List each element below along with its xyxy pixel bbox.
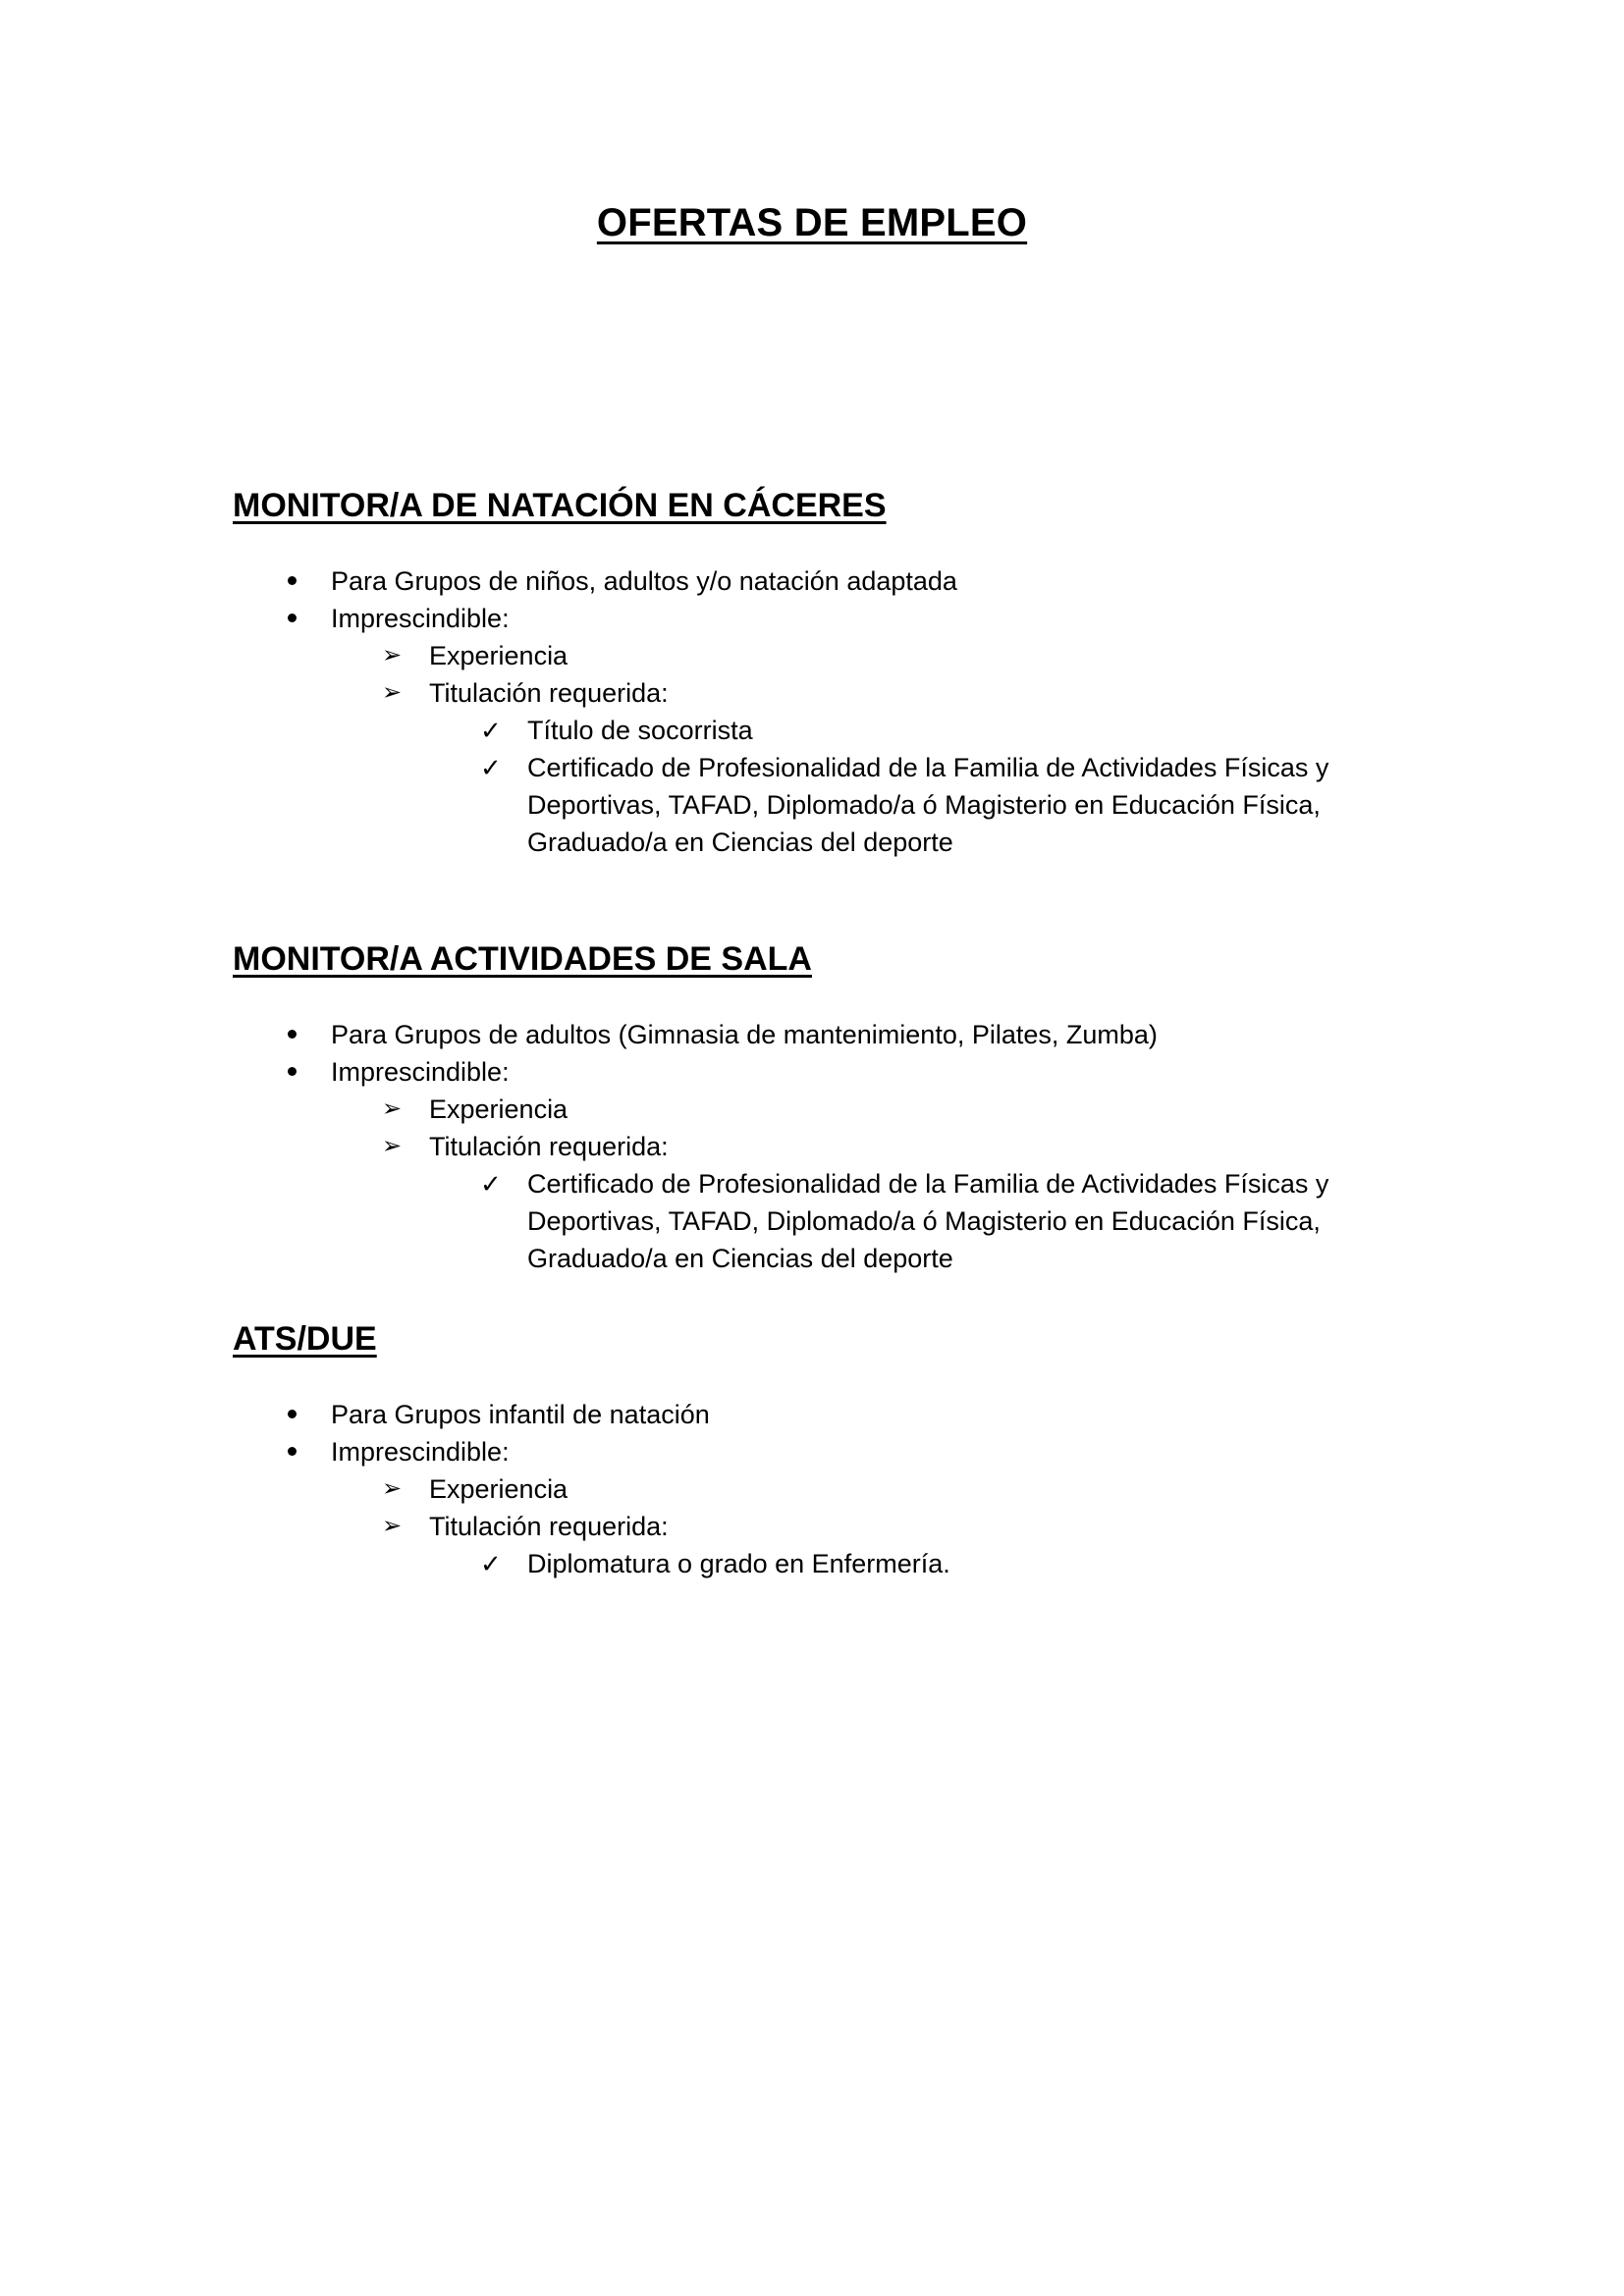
- check-mark-icon: ✓: [480, 1549, 502, 1578]
- sub-list-item-text: Titulación requerida:: [429, 1132, 669, 1161]
- check-mark-icon: ✓: [480, 1169, 502, 1199]
- arrow-bullet-icon: ➢: [382, 642, 403, 668]
- section-heading: MONITOR/A ACTIVIDADES DE SALA: [233, 940, 812, 978]
- arrow-bullet-icon: ➢: [382, 679, 403, 706]
- sub-list-item-text: Titulación requerida:: [429, 678, 669, 708]
- requirements-list: [233, 1016, 1411, 1277]
- bullet-dot-icon: [288, 1016, 317, 1053]
- bullet-dot-icon: [288, 562, 317, 600]
- list-item-text: Imprescindible:: [331, 1437, 510, 1467]
- qualifications-list: [429, 1545, 1411, 1582]
- check-list-item: [429, 712, 1411, 749]
- list-item-text: Para Grupos de niños, adultos y/o natación adaptada: [331, 566, 957, 596]
- list-item-text: Imprescindible:: [331, 1057, 510, 1087]
- requirements-list: [233, 1396, 1411, 1582]
- arrow-bullet-icon: ➢: [382, 1513, 403, 1539]
- list-item-text: Para Grupos de adultos (Gimnasia de mantenimiento, Pilates, Zumba): [331, 1020, 1158, 1049]
- list-item: [233, 562, 1411, 600]
- list-item-text: Para Grupos infantil de natación: [331, 1400, 710, 1429]
- job-offer-room-activities-instructor: [233, 939, 1411, 1277]
- arrow-bullet-icon: ➢: [382, 1475, 403, 1502]
- sub-list-item-text: Experiencia: [429, 1474, 568, 1504]
- section-heading: MONITOR/A DE NATACIÓN EN CÁCERES: [233, 487, 887, 524]
- sub-requirements-list: [331, 1091, 1411, 1277]
- arrow-bullet-icon: ➢: [382, 1095, 403, 1122]
- job-offer-swim-instructor: [233, 486, 1411, 861]
- bullet-dot-icon: [288, 1396, 317, 1433]
- sub-list-item: [331, 1091, 1411, 1128]
- arrow-bullet-icon: ➢: [382, 1133, 403, 1159]
- sub-requirements-list: [331, 1470, 1411, 1582]
- sub-list-item-text: Experiencia: [429, 641, 568, 670]
- qualifications-list: [429, 1165, 1411, 1277]
- sub-list-item: [331, 1128, 1411, 1277]
- check-mark-icon: ✓: [480, 716, 502, 745]
- list-item: [233, 1053, 1411, 1277]
- check-list-item: [429, 1545, 1411, 1582]
- check-list-item-text: Título de socorrista: [527, 716, 753, 745]
- sub-list-item: [331, 674, 1411, 861]
- list-item: [233, 1016, 1411, 1053]
- sub-list-item: [331, 1470, 1411, 1508]
- list-item-text: Imprescindible:: [331, 604, 510, 633]
- bullet-dot-icon: [288, 1433, 317, 1470]
- sub-list-item: [331, 1508, 1411, 1582]
- job-offer-nurse: [233, 1319, 1411, 1582]
- section-heading: ATS/DUE: [233, 1320, 377, 1358]
- check-mark-icon: ✓: [480, 753, 502, 782]
- list-item: [233, 1396, 1411, 1433]
- check-list-item-text: Diplomatura o grado en Enfermería.: [527, 1549, 950, 1578]
- page-title: OFERTAS DE EMPLEO: [596, 201, 1028, 244]
- list-item: [233, 600, 1411, 861]
- check-list-item: [429, 749, 1411, 861]
- sub-list-item-text: Experiencia: [429, 1095, 568, 1124]
- sub-requirements-list: [331, 637, 1411, 861]
- check-list-item-text: Certificado de Profesionalidad de la Familia de Actividades Físicas y Deportivas, TAFAD, Diplomado/a ó Magisterio en Educación Física, Graduado/a en Ciencias del deporte: [527, 1169, 1329, 1273]
- sub-list-item: [331, 637, 1411, 674]
- requirements-list: [233, 562, 1411, 861]
- check-list-item: [429, 1165, 1411, 1277]
- bullet-dot-icon: [288, 600, 317, 637]
- qualifications-list: [429, 712, 1411, 861]
- check-list-item-text: Certificado de Profesionalidad de la Familia de Actividades Físicas y Deportivas, TAFAD, Diplomado/a ó Magisterio en Educación Física, Graduado/a en Ciencias del deporte: [527, 753, 1329, 857]
- bullet-dot-icon: [288, 1053, 317, 1091]
- sub-list-item-text: Titulación requerida:: [429, 1512, 669, 1541]
- list-item: [233, 1433, 1411, 1582]
